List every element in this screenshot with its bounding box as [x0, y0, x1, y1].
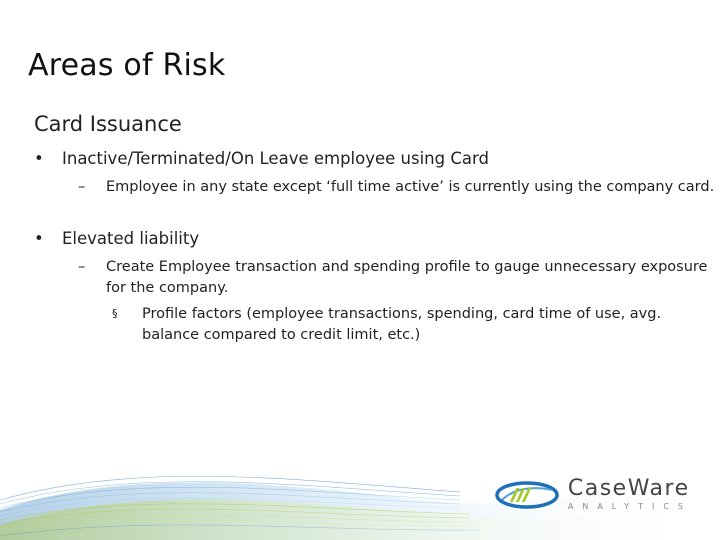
- section-heading: Card Issuance: [34, 112, 182, 136]
- logo-main-text: CaseWare: [567, 476, 690, 501]
- sub-bullet-text-line2: for the company.: [106, 280, 229, 296]
- square-marker: §: [112, 307, 118, 320]
- sub-bullet-text-line1: Create Employee transaction and spending profile to gauge unnecessary exposure: [106, 259, 708, 275]
- sub-bullet-text: Employee in any state except ‘full time active’ is currently using the company card.: [106, 179, 715, 195]
- dash-marker: –: [78, 259, 86, 275]
- bullet-text: Inactive/Terminated/On Leave employee using Card: [62, 149, 489, 168]
- bullet-text: Elevated liability: [62, 229, 200, 248]
- bullet-marker: •: [34, 149, 44, 168]
- subsub-bullet-text-line2: balance compared to credit limit, etc.): [142, 327, 421, 343]
- bullet-marker: •: [34, 229, 44, 248]
- slide-title: Areas of Risk: [28, 48, 226, 83]
- logo-wordmark: [568, 478, 692, 512]
- caseware-logo: [494, 478, 692, 512]
- subsub-bullet-text-line1: Profile factors (employee transactions, spending, card time of use, avg.: [142, 306, 662, 322]
- dash-marker: –: [78, 179, 86, 195]
- caseware-swoosh-icon: [494, 478, 560, 512]
- logo-sub-text: ANALYTICS: [567, 502, 692, 511]
